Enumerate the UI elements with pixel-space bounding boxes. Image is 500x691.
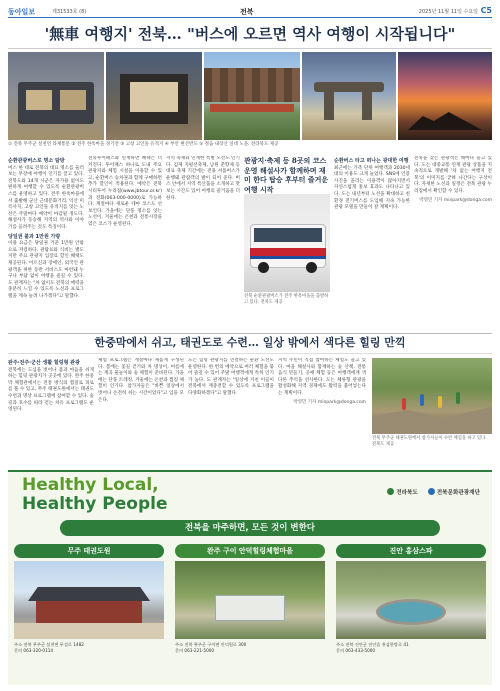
sponsor-logo-2 (428, 490, 480, 496)
article1-subhead-2: 당일권 불과 1만원 가량 (8, 233, 61, 240)
card-address: 주소 전북 진안군 진안읍 홍삼한방로 41 (336, 642, 409, 647)
article2-text-4: 지역 주민이 직접 참여하는 체험도 늘고 있다. 마을 해설사와 함께하는 숲 산책, 전통 음식 만들기, 공예 체험 등은 여행객에게 색다른 추억을 선사한다. 도는 체류형 관광을 활성화해 지역 경제에도 활력을 불어넣는다는 계획이다. (278, 358, 366, 396)
article1-column-4 (334, 156, 410, 330)
card-info (336, 642, 486, 654)
card-info (14, 642, 164, 654)
page-number: C5 (480, 6, 492, 15)
article1-text-4: 지역 축제와 연계한 특별 노선도 인기다. 김제 지평선축제, 남원 춘향제 등 대표 축제 기간에는 전용 셔틀버스가 운행돼 관람객의 발이 되어 준다. 버스 안에서 지역 특산품을 소개하고 맛보는 시간도 있어 여행의 즐거움을 더한다. (166, 156, 240, 201)
article2-column-4 (278, 358, 366, 466)
headline-divider (8, 48, 492, 49)
sponsor-logo-1 (387, 490, 418, 496)
card-address: 주소 전북 무주군 설천면 무설로 1482 (14, 642, 84, 647)
article2-text-3: 도는 힐링 관광지를 연결하는 순환 노선도 운영한다. 한 번의 예약으로 여러 체험을 묶어 즐길 수 있어 주말 여행객에게 특히 인기가 높다. 도 관계자는 "일상에 지친 이들이 전북에서 재충전할 수 있도록 프로그램을 다양화하겠다"고 말했다. (188, 358, 274, 396)
photo-palace (204, 52, 300, 140)
article1-column-1 (8, 156, 84, 330)
article1-byline: 박영민 기자 minpark@donga.com (419, 197, 492, 203)
article2-column-2 (98, 358, 184, 466)
article1-text-5: 최근에는 가족 단위 여행객과 2030세대의 이용도 크게 늘었다. SNS에 인증 사진을 올리는 이용객이 많아지면서 자연스럽게 홍보 효과도 나타나고 있다. 도는 내년부터 노선을 확대하고 친환경 전기버스를 도입해 지속 가능한 관광 모델을 만들어 갈 계획이다. (334, 165, 410, 211)
ad-title-line-2: Healthy People (22, 494, 168, 514)
card-title: 진안 홍삼스파 (336, 544, 486, 558)
article2-subhead-1: 완주·전주·군산 생활 힐링형 관광 (8, 360, 80, 366)
card-phone: 문의 063-433-5000 (336, 648, 376, 653)
photo-gate (8, 52, 104, 140)
article1-text-2: 이용 요금은 당일권 기준 1만원 안팎으로 저렴하다. 관람료와 식비는 별도지만 주요 관광지 입장료 할인 혜택도 제공된다. 어르신과 장애인, 외국인 관광객을 위한 동반 서비스도 마련돼 누구나 부담 없이 여행을 즐길 수 있다. 도 관계자는 "차 없이도 전북의 매력을 충분히 느낄 수 있도록 노선과 프로그램을 계속 늘려 나가겠다"고 말했다. (8, 241, 84, 299)
photo-sunset (398, 52, 492, 140)
ad-title (22, 476, 167, 514)
issue-date: 2025년 11월 11일 수요일 (418, 9, 478, 15)
bus-photo-caption: 전북 순환관광버스가 전주 한옥마을을 출발하고 있다. 전북도 제공 (244, 294, 329, 305)
article1-subhead-1: 순환관광버스로 명소 탐방 (8, 158, 65, 164)
masthead (8, 6, 492, 18)
tourism-advertisement (8, 470, 492, 685)
hiking-photo-caption: 전북 무주군 태권도원에서 참가자들이 수련 체험을 하고 있다. 전북도 제공 (372, 436, 487, 447)
card-phone: 문의 063-221-5000 (175, 648, 215, 653)
ad-card-hongsam-spa (336, 544, 486, 682)
article2-column-3 (188, 358, 274, 466)
issue-number: 제31533호 (8) (52, 9, 87, 15)
article1-pullquote: 관광지·축제 등 8곳의 코스 운영 해설사가 함께하며 재미 한다 탑승 후부터 즐거운 여행 시작 (244, 156, 329, 194)
andeok-village-photo (175, 561, 325, 639)
card-info (175, 642, 325, 654)
photo-dolmen (302, 52, 396, 140)
headline2-divider (8, 353, 492, 354)
newspaper-name: 동아일보 (8, 8, 36, 16)
article2-byline: 박영민 기자 minpark@donga.com (293, 399, 366, 405)
section-name: 전북 (240, 8, 254, 16)
card-title: 완주 구이 안덕힐링체험마을 (175, 544, 325, 558)
card-title: 무주 태권도원 (14, 544, 164, 558)
article2-text-1: 전북에는 도심을 벗어나 몸과 마음을 쉬게 하는 힐링 관광지가 곳곳에 있다. 완주 한중막 체험관에서는 전통 방식의 찜질로 피로를 풀 수 있고, 무주 태권도원에서는 태권도 수련과 명상 프로그램에 참여할 수 있다. 숲길과 호수를 따라 걷는 치유 프로그램도 운영된다. (8, 367, 94, 413)
article1-column-5 (414, 156, 492, 330)
sponsor-name-2: 전북문화관광재단 (436, 490, 480, 496)
foundation-emblem-icon (428, 488, 435, 495)
bus-photo (244, 194, 330, 292)
article1-text-1: 버스 한 대로 전북의 대표 명소를 둘러보는 무장애 여행이 인기를 끌고 있다. 전북도와 14개 시군은 자가용 없이도 편하게 여행할 수 있도록 순환관광버스를 운영하고 있다. 전주 한옥마을에서 출발해 군산 근대문화거리, 익산 미륵사지, 고창 고인돌 유적지를 잇는 노선은 주말마다 예약이 마감될 정도다. 해설사가 동승해 지역의 역사와 이야기를 들려주는 것도 특징이다. (8, 165, 84, 230)
sponsor-name-1: 전라북도 (396, 490, 418, 496)
province-emblem-icon (387, 488, 394, 495)
article1-column-2 (88, 156, 162, 330)
ad-sponsor-logos (379, 488, 480, 496)
article1-subhead-3: 순환버스 타고 떠나는 광대한 여행 (334, 158, 409, 164)
article1-text-3: 전북투어패스와 연계하면 혜택은 더 커진다. 투어패스 하나로 도내 주요 관광지와 체험 시설을 이용할 수 있고, 순환버스 승차권과 함께 구매하면 추가 할인이 적용된다. 예약은 전북 시티투어 누리집(www.jbtour.or.kr)과 전화(063-000-0000)로 가능하다. 계절마다 새로운 테마 코스도 선보인다. 가을에는 단풍 명소를 잇는 노선이, 겨울에는 온천과 전통시장을 엮은 코스가 운영된다. (88, 156, 162, 227)
article2-headline: 한중막에서 쉬고, 태권도로 수련… 일상 밖에서 색다른 힐링 만끽 (94, 336, 406, 349)
ad-slogan-banner: 전북을 마주하면, 모든 것이 변한다 (60, 520, 440, 536)
card-address: 주소 전북 완주군 구이면 안덕원로 300 (175, 642, 247, 647)
article1-text-6: 전북을 찾는 관광객은 해마다 늘고 있다. 도는 대중교통 연계 관광 상품을 지속적으로 개발해 '차 없는 여행지 전북'의 이미지를 굳혀 나간다는 구상이다. 자세한 노선과 일정은 전북 관광 누리집에서 확인할 수 있다. (414, 156, 492, 194)
card-phone: 문의 063-320-0114 (14, 648, 54, 653)
article1-headline: '無車 여행지' 전북… "버스에 오르면 역사 여행이 시작됩니다" (44, 25, 456, 43)
article2-text-2: 체험 프로그램은 계절마다 새롭게 구성된다. 봄에는 꽃길 걷기와 차 명상이, 여름에는 계곡 물놀이와 숲 체험이 준비된다. 가을에는 단풍 트레킹, 겨울에는 온천과 찜질 체험이 인기다. 참가자들은 "바쁜 일상에서 벗어나 온전히 쉬는 시간이었다"고 입을 모은다. (98, 358, 184, 403)
ad-card-andeok-village (175, 544, 325, 682)
hongsam-spa-photo (336, 561, 486, 639)
ad-title-line-1: Healthy Local, (22, 475, 159, 495)
article1-column-3 (166, 156, 240, 330)
ad-card-taekwondowon (14, 544, 164, 682)
article1-photo-caption: ① 전북 무주군 설천면 라제통문 ② 전주 한옥마을 경기전 ③ 고창 고인돌 유적지 ④ 부안 변산반도 ⑤ 정읍 내장산 일대 노을. 전라북도 제공 (8, 142, 279, 147)
article1-photo-strip (8, 52, 492, 140)
section-divider (8, 333, 492, 334)
taekwondowon-photo (14, 561, 164, 639)
article2-column-1 (8, 358, 94, 466)
photo-hanok (106, 52, 202, 140)
hiking-photo (372, 358, 492, 434)
